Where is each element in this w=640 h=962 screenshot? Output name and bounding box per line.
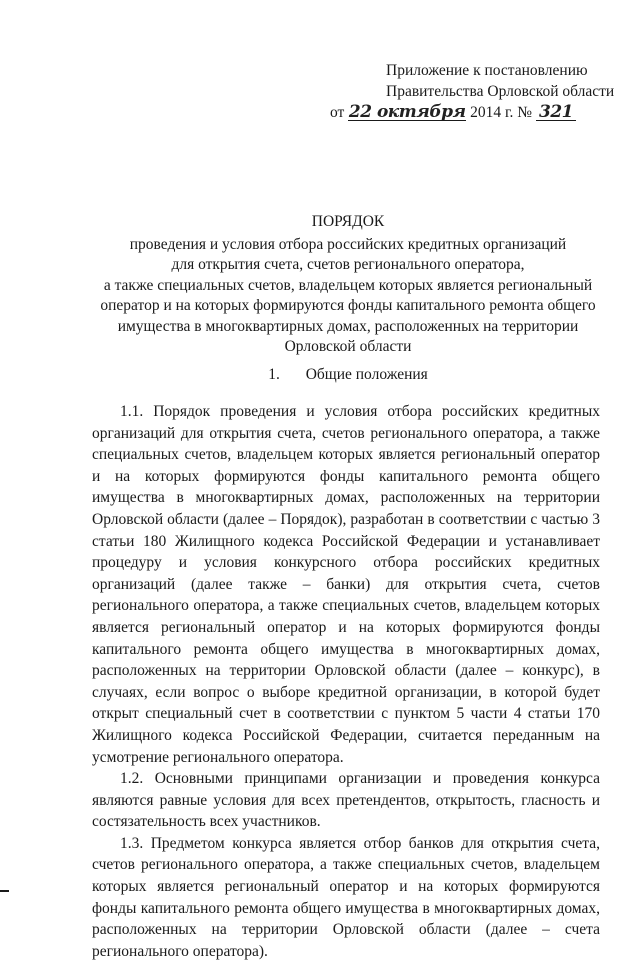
handwritten-number-text: 321 [538, 102, 573, 122]
document-title [88, 212, 608, 358]
handwritten-date [348, 102, 466, 123]
title-line: имущества в многоквартирных домах, расположенных на территории [117, 317, 579, 335]
section-number: 1. [268, 366, 280, 383]
title-line: для открытия счета, счетов регионального оператора, [171, 256, 525, 273]
margin-mark [0, 890, 9, 892]
title-line: оператор и на которых формируются фонды капитального ремонта общего [100, 297, 596, 314]
appendix-date-line [330, 102, 600, 123]
handwritten-date-text: 22 октября [348, 102, 466, 122]
title-line: а также специальных счетов, владельцем которых является региональный [103, 276, 593, 294]
paragraph-1-1: 1.1. Порядок проведения и условия отбора российских кредитных организаций для открытия счета, счетов регионального оператора, а также специальных счетов, владельцем которых является региональный оператор и на которых формируются фонды капитального ремонта общего имущества в многоквартирных домах, расположенных на территории Орловской области (далее – Порядок), разработан в соответствии с частью 3 статьи 180 Жилищного кодекса Российской Федерации и устанавливает процедуру и условия конкурсного отбора российских кредитных организаций (далее также – банки) для открытия счета, счетов регионального оператора, а также специальных счетов, владельцем которых является региональный оператор и на которых формируются фонды капитального ремонта общего имущества в многоквартирных домах, расположенных на территории Орловской области (далее – конкурс), в случаях, если вопрос о выборе кредитной организации, в которой будет открыт специальный счет в соответствии с пунктом 5 части 4 статьи 170 Жилищного кодекса Российской Федерации, считается переданным на усмотрение регионального оператора. [92, 403, 600, 766]
year-number-label: 2014 г. № [470, 104, 533, 121]
paragraph-1-2: 1.2. Основными принципами организации и проведения конкурса являются равные условия для всех претендентов, открытость, гласность и состязательность всех участников. [92, 770, 600, 831]
body-text [92, 401, 600, 962]
section-title: Общие положения [305, 366, 428, 383]
paragraph-1-3: 1.3. Предметом конкурса является отбор банков для открытия счета, счетов регионального оператора, а также специальных счетов, владельцем которых является региональный оператор и на которых формируются фонды капитального ремонта общего имущества в многоквартирных домах, расположенных на территории Орловской области (далее – счета регионального оператора). [92, 834, 600, 960]
title-line: Орловской области [284, 338, 412, 355]
appendix-line-2: Правительства Орловской области [386, 83, 615, 100]
appendix-header [330, 60, 615, 123]
date-prefix: от [330, 104, 345, 121]
title-line: проведения и условия отбора российских кредитных организаций [129, 235, 567, 253]
appendix-line-1: Приложение к постановлению [386, 62, 588, 79]
section-heading [88, 366, 608, 384]
title-heading: ПОРЯДОК [311, 213, 385, 230]
handwritten-number [536, 102, 576, 123]
